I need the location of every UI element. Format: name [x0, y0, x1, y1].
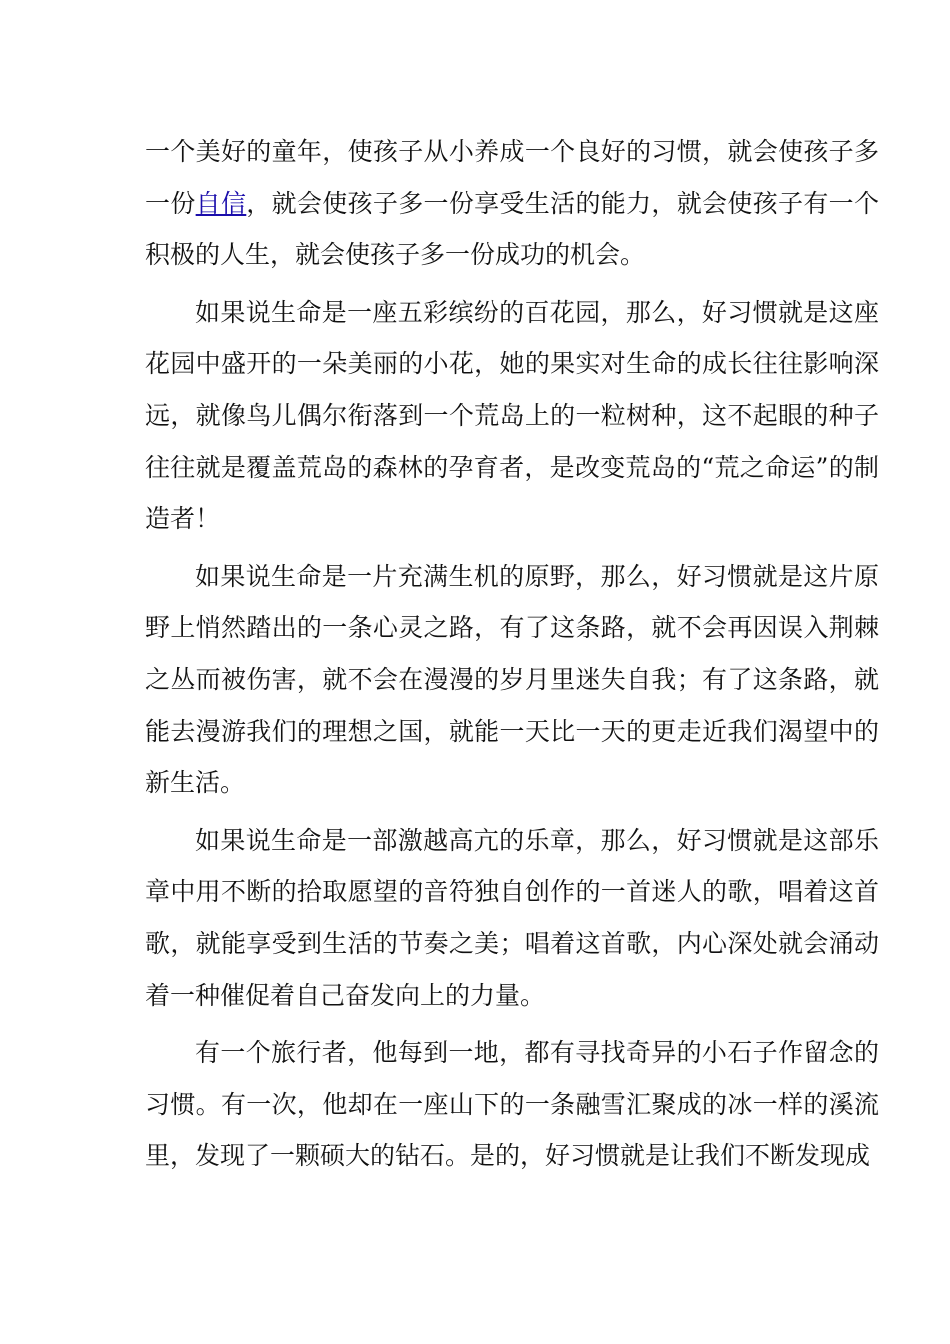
paragraph-1-text-end: ，就会使孩子多一份享受生活的能力，就会使孩子有一个积极的人生，就会使孩子多一份成功的机会。: [145, 188, 879, 270]
paragraph-1-text-start: 一个美好的童年，使孩子从小养成一个良好的习惯，就会使孩子多一份: [145, 137, 879, 218]
document-body: [145, 126, 879, 1188]
paragraph-4: 如果说生命是一部激越高亢的乐章，那么，好习惯就是这部乐章中用不断的拾取愿望的音符独自创作的一首迷人的歌，唱着这首歌，就能享受到生活的节奏之美；唱着这首歌，内心深处就会涌动着一种催促着自己奋发向上的力量。: [145, 825, 879, 1010]
confidence-link[interactable]: 自信: [195, 188, 247, 218]
paragraph-5: 有一个旅行者，他每到一地，都有寻找奇异的小石子作留念的习惯。有一次，他却在一座山下的一条融雪汇聚成的冰一样的溪流里，发现了一颗硕大的钻石。是的，好习惯就是让我们不断发现成: [145, 1038, 879, 1171]
paragraph-3: 如果说生命是一片充满生机的原野，那么，好习惯就是这片原野上悄然踏出的一条心灵之路，有了这条路，就不会再因误入荆棘之丛而被伤害，就不会在漫漫的岁月里迷失自我；有了这条路，就能去漫游我们的理想之国，就能一天比一天的更走近我们渴望中的新生活。: [145, 561, 879, 798]
paragraph-2: 如果说生命是一座五彩缤纷的百花园，那么，好习惯就是这座花园中盛开的一朵美丽的小花，她的果实对生命的成长往往影响深远，就像鸟儿偶尔衔落到一个荒岛上的一粒树种，这不起眼的种子往往就是覆盖荒岛的森林的孕育者，是改变荒岛的“荒之命运”的制造者！: [145, 297, 879, 534]
paragraph-1: [145, 126, 879, 281]
